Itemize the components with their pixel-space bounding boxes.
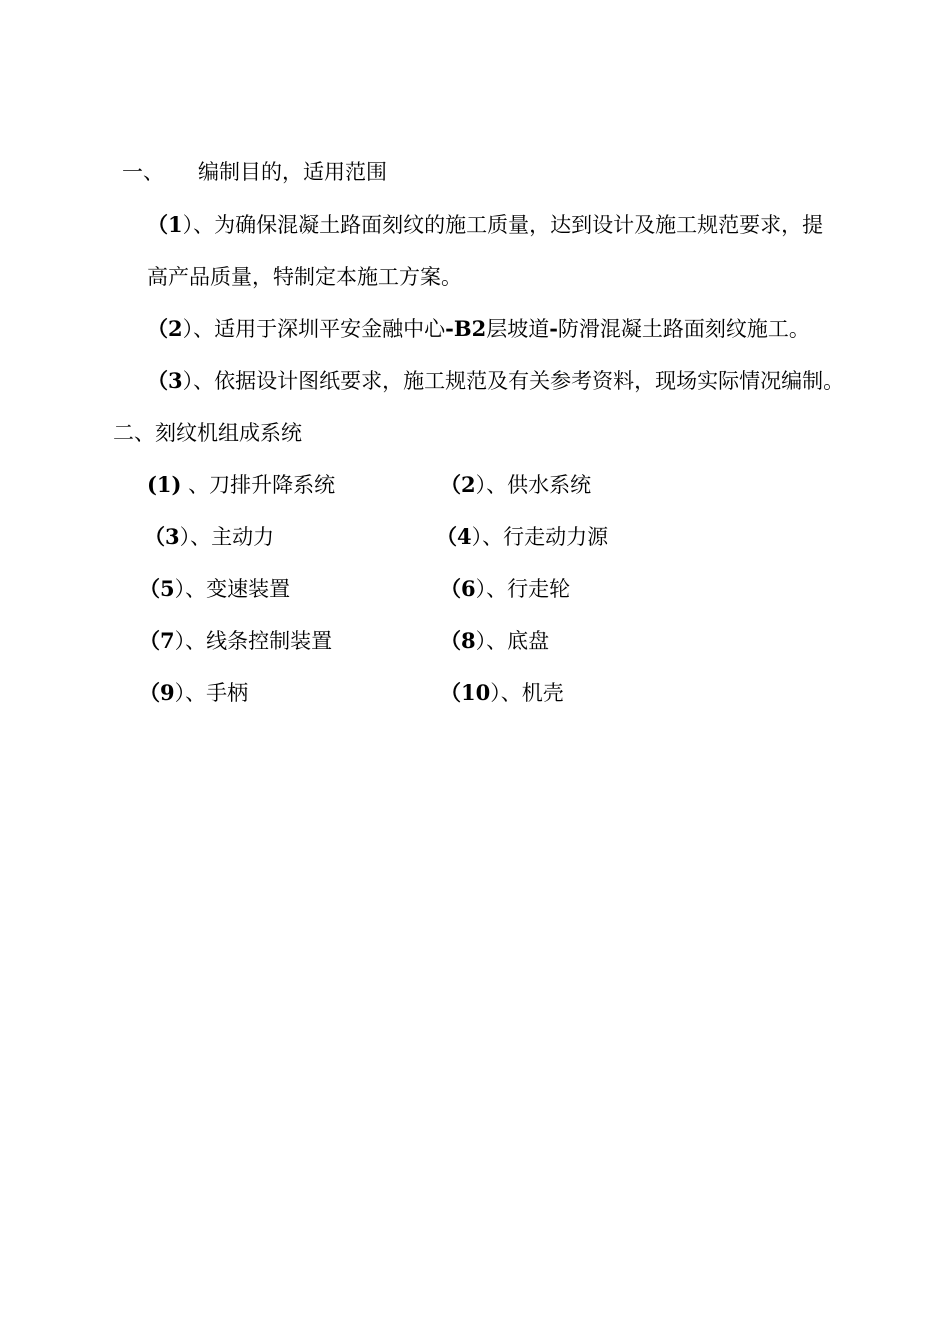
part-label: ）、线条控制装置 <box>174 629 333 653</box>
part-item <box>440 679 564 707</box>
part-label: ）、主动力 <box>179 525 275 549</box>
part-number: （9 <box>139 680 175 705</box>
item2-dash: - <box>549 316 558 341</box>
part-label: ）、底盘 <box>475 629 550 653</box>
part-item <box>440 627 549 655</box>
item3-text: ）、依据设计图纸要求，施工规范及有关参考资料，现场实际情况编制。 <box>182 369 845 393</box>
part-label: ）、供水系统 <box>475 473 592 497</box>
part-number: （10 <box>440 680 491 705</box>
part-item <box>147 471 335 499</box>
part-number: （4 <box>436 524 472 549</box>
item1-text-line2: 高产品质量，特制定本施工方案。 <box>147 265 462 289</box>
part-item <box>139 627 332 655</box>
part-item <box>144 523 274 551</box>
part-number: (1) <box>147 472 182 497</box>
item2-text-b: 层坡道 <box>486 317 550 341</box>
item2-number: （2 <box>147 316 183 341</box>
section1-item2 <box>147 315 810 343</box>
part-item <box>139 575 290 603</box>
part-label: ）、行走轮 <box>475 577 571 601</box>
item2-code: -B2 <box>445 316 487 341</box>
part-number: （6 <box>440 576 476 601</box>
section2-heading <box>113 419 302 447</box>
section1-item1-line2 <box>147 263 462 291</box>
item1-text-line1: ）、为确保混凝土路面刻纹的施工质量，达到设计及施工规范要求，提 <box>182 213 824 237</box>
part-item <box>436 523 608 551</box>
item2-text-a: ）、适用于深圳平安金融中心 <box>182 317 446 341</box>
part-label: ）、变速装置 <box>174 577 291 601</box>
section1-heading-text: 编制目的，适用范围 <box>198 160 387 184</box>
part-number: （5 <box>139 576 175 601</box>
section2-heading-text: 二、刻纹机组成系统 <box>113 421 302 445</box>
section1-heading-number: 一、 <box>122 160 164 184</box>
section1-heading <box>122 158 387 186</box>
part-label: ）、机壳 <box>490 681 564 705</box>
part-label: ）、行走动力源 <box>471 525 609 549</box>
part-number: （3 <box>144 524 180 549</box>
part-number: （8 <box>440 628 476 653</box>
part-item <box>440 575 570 603</box>
item2-text-c: 防滑混凝土路面刻纹施工。 <box>557 317 810 341</box>
part-number: （2 <box>440 472 476 497</box>
part-number: （7 <box>139 628 175 653</box>
part-item <box>139 679 248 707</box>
section1-item1-line1 <box>147 211 823 239</box>
section1-item3 <box>147 367 844 395</box>
part-label: ）、手柄 <box>174 681 249 705</box>
item1-number: （1 <box>147 212 183 237</box>
item3-number: （3 <box>147 368 183 393</box>
part-item <box>440 471 591 499</box>
part-label: 、刀排升降系统 <box>181 473 336 497</box>
